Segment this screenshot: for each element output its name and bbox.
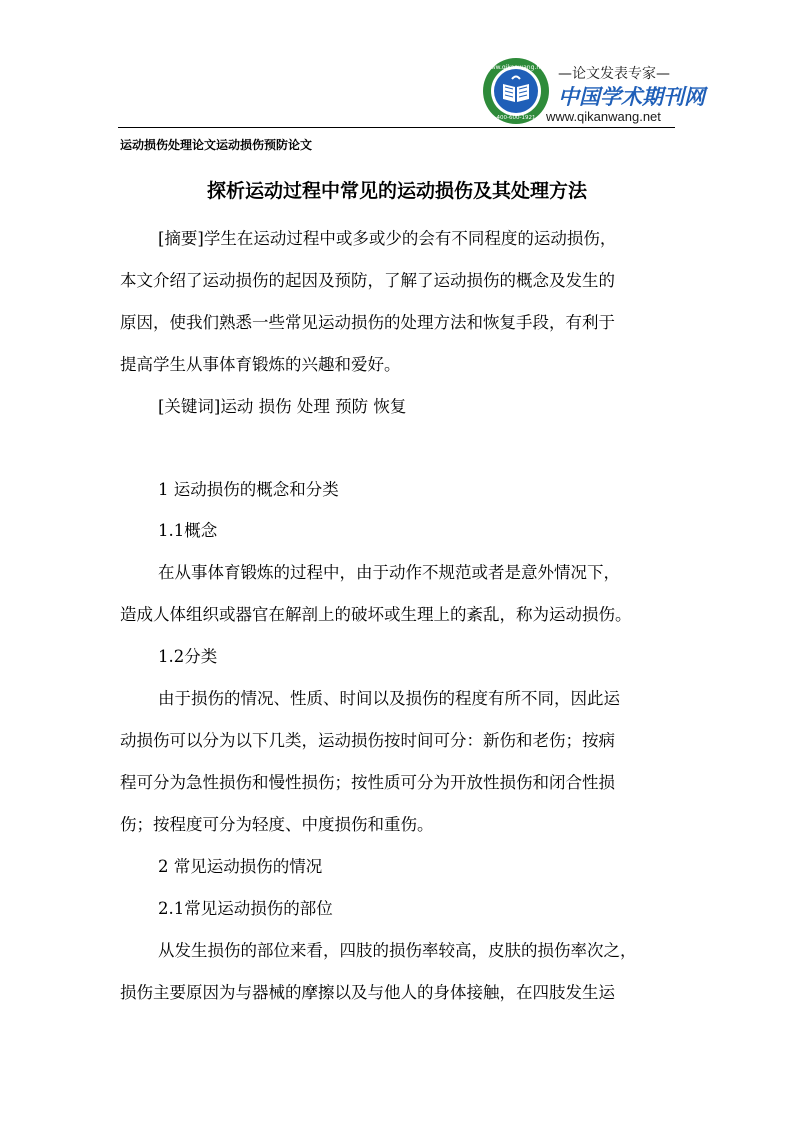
subsection-heading-2-1: 2.1常见运动损伤的部位 — [158, 899, 333, 918]
qikanwang-logo[interactable] — [482, 57, 705, 129]
paragraph-line: 在从事体育锻炼的过程中，由于动作不规范或者是意外情况下， — [158, 563, 620, 582]
abstract-line-1: [摘要]学生在运动过程中或多或少的会有不同程度的运动损伤， — [158, 229, 617, 248]
abstract-line-2: 本文介绍了运动损伤的起因及预防，了解了运动损伤的概念及发生的 — [120, 271, 615, 290]
paragraph-line: 由于损伤的情况、性质、时间以及损伤的程度有所不同，因此运 — [158, 689, 620, 708]
paragraph-line: 伤；按程度可分为轻度、中度损伤和重伤。 — [120, 815, 434, 834]
running-header: 运动损伤处理论文运动损伤预防论文 — [120, 138, 313, 152]
section-heading-2: 2 常见运动损伤的情况 — [158, 857, 323, 876]
paragraph-line: 损伤主要原因为与器械的摩擦以及与他人的身体接触，在四肢发生运 — [120, 983, 615, 1002]
logo-tagline: —论文发表专家— — [558, 66, 670, 82]
keywords-line: [关键词]运动 损伤 处理 预防 恢复 — [158, 397, 407, 416]
abstract-line-4: 提高学生从事体育锻炼的兴趣和爱好。 — [120, 355, 401, 374]
logo-url[interactable]: www.qikanwang.net — [546, 109, 661, 124]
subsection-heading-1-1: 1.1概念 — [158, 521, 218, 540]
paragraph-line: 造成人体组织或器官在解剖上的破坏或生理上的紊乱，称为运动损伤。 — [120, 605, 632, 624]
seal-url-text: www.qikanwang.net — [485, 64, 547, 71]
document-title: 探析运动过程中常见的运动损伤及其处理方法 — [206, 180, 587, 202]
logo-site-name: 中国学术期刊网 — [558, 85, 705, 109]
abstract-line-3: 原因，使我们熟悉一些常见运动损伤的处理方法和恢复手段，有利于 — [120, 313, 615, 332]
seal-logo-icon — [482, 57, 550, 125]
section-heading-1: 1 运动损伤的概念和分类 — [158, 480, 339, 499]
header-divider — [118, 127, 675, 128]
paragraph-line: 动损伤可以分为以下几类，运动损伤按时间可分：新伤和老伤；按病 — [120, 731, 615, 750]
paragraph-line: 从发生损伤的部位来看，四肢的损伤率较高，皮肤的损伤率次之， — [158, 941, 637, 960]
subsection-heading-1-2: 1.2分类 — [158, 647, 218, 666]
paragraph-line: 程可分为急性损伤和慢性损伤；按性质可分为开放性损伤和闭合性损 — [120, 773, 615, 792]
seal-phone-text: 400-600-1921 — [496, 115, 536, 121]
